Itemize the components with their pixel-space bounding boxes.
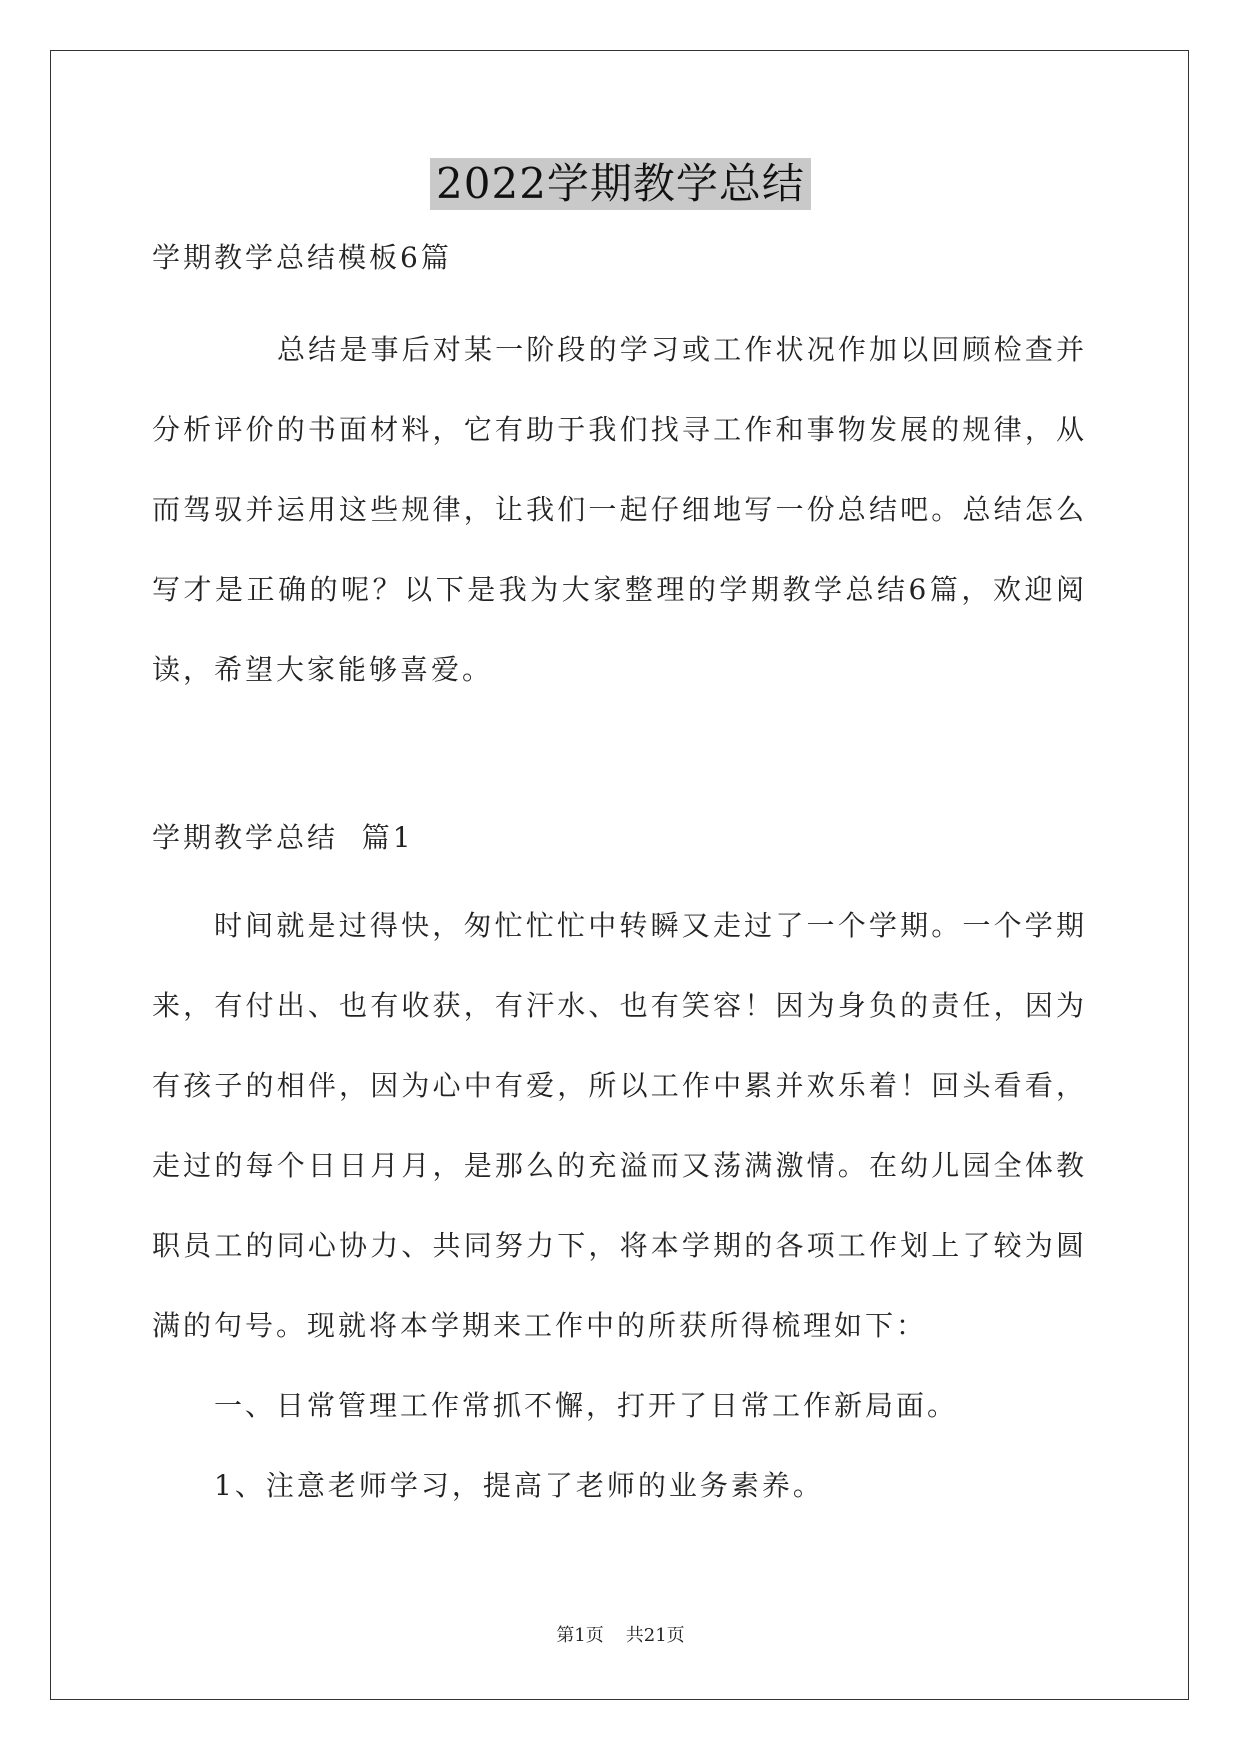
- document-body: [152, 238, 1087, 1526]
- outline-item: 一、日常管理工作常抓不懈，打开了日常工作新局面。: [214, 1389, 959, 1422]
- list-item: 1、注意老师学习，提高了老师的业务素养。: [214, 1469, 824, 1502]
- document-title: 2022学期教学总结: [430, 158, 811, 210]
- intro-paragraph: 总结是事后对某一阶段的学习或工作状况作加以回顾检查并分析评价的书面材料，它有助于我们找寻工作和事物发展的规律，从而驾驭并运用这些规律，让我们一起仔细地写一份总结吧。总结怎么写才是正确的呢？以下是我为大家整理的学期教学总结6篇，欢迎阅读，希望大家能够喜爱。: [152, 333, 1087, 686]
- document-subtitle: 学期教学总结模板6篇: [152, 241, 452, 274]
- page-total: 共21页: [625, 1625, 685, 1646]
- section-heading: 学期教学总结 篇1: [152, 821, 414, 854]
- body-paragraph: 时间就是过得快，匆忙忙忙中转瞬又走过了一个学期。一个学期来，有付出、也有收获，有汗水、也有笑容！因为身负的责任，因为有孩子的相伴，因为心中有爱，所以工作中累并欢乐着！回头看看，走过的每个日日月月，是那么的充溢而又荡满激情。在幼儿园全体教职员工的同心协力、共同努力下，将本学期的各项工作划上了较为圆满的句号。现就将本学期来工作中的所获所得梳理如下：: [152, 909, 1087, 1342]
- page-footer: [0, 1621, 1241, 1647]
- page-number: 第1页: [556, 1625, 604, 1646]
- title-container: [0, 158, 1241, 210]
